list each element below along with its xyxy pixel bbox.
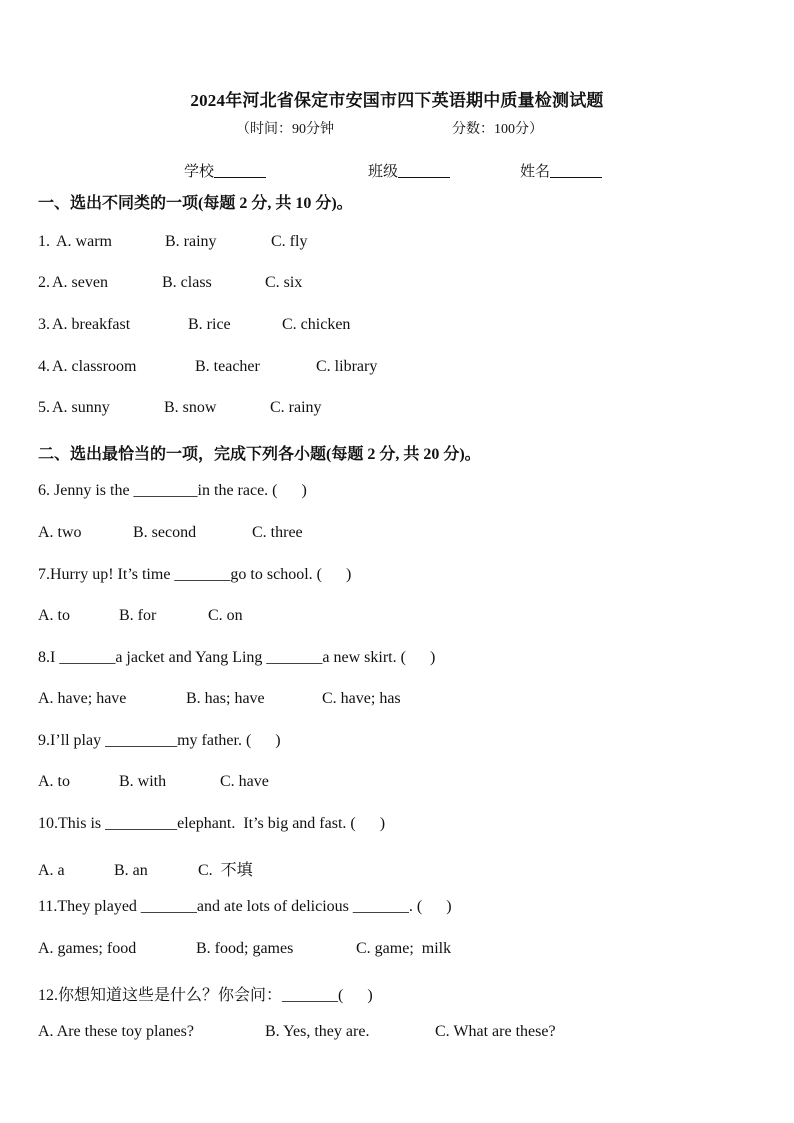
option-c: C. rainy bbox=[270, 399, 322, 416]
question-5 bbox=[38, 399, 322, 417]
question-4 bbox=[38, 358, 377, 376]
option-a: A. games; food bbox=[38, 940, 137, 957]
option-a: A. to bbox=[38, 607, 70, 624]
question-number: 4. bbox=[38, 358, 50, 375]
option-c: C. game; milk bbox=[356, 940, 452, 957]
option-c: C. three bbox=[252, 524, 303, 541]
question-10-options bbox=[38, 857, 253, 880]
option-b: B. for bbox=[119, 607, 157, 624]
option-a: A. sunny bbox=[52, 399, 110, 416]
option-c: C. fly bbox=[271, 233, 308, 250]
option-a: A. have; have bbox=[38, 690, 127, 707]
exam-time: （时间：90分钟 bbox=[236, 122, 334, 137]
option-b: B. rice bbox=[188, 316, 231, 333]
option-a: A. two bbox=[38, 524, 82, 541]
question-12-options bbox=[38, 1023, 556, 1041]
question-7-stem: 7.Hurry up! It’s time _______go to school. ( ) bbox=[38, 566, 352, 583]
question-7-options bbox=[38, 607, 243, 625]
option-a: A. to bbox=[38, 773, 70, 790]
option-c: C. chicken bbox=[282, 316, 351, 333]
question-6-stem: 6. Jenny is the ________in the race. ( ) bbox=[38, 482, 307, 499]
option-b: B. teacher bbox=[195, 358, 260, 375]
question-8-stem: 8.I _______a jacket and Yang Ling _______a new skirt. ( ) bbox=[38, 649, 436, 666]
option-b: B. second bbox=[133, 524, 197, 541]
option-b: B. Yes, they are. bbox=[265, 1023, 370, 1040]
option-a: A. breakfast bbox=[52, 316, 131, 333]
option-b: B. with bbox=[119, 773, 167, 790]
class-label: 班级 bbox=[368, 164, 399, 180]
option-b: B. class bbox=[162, 274, 212, 291]
question-number: 1. bbox=[38, 233, 54, 250]
question-1 bbox=[38, 233, 307, 251]
name-blank[interactable] bbox=[550, 163, 602, 178]
question-10-stem: 10.This is _________elephant. It’s big and fast. ( ) bbox=[38, 815, 386, 832]
school-blank[interactable] bbox=[214, 163, 266, 178]
question-11-options bbox=[38, 940, 451, 958]
question-number: 2. bbox=[38, 274, 50, 291]
option-c: C. have; has bbox=[322, 690, 401, 707]
question-number: 3. bbox=[38, 316, 50, 333]
option-b: B. food; games bbox=[196, 940, 294, 957]
option-a: A. a bbox=[38, 862, 65, 879]
option-a: A. seven bbox=[52, 274, 108, 291]
class-blank[interactable] bbox=[398, 163, 450, 178]
question-8-options bbox=[38, 690, 401, 708]
option-b: B. has; have bbox=[186, 690, 265, 707]
question-9-options bbox=[38, 773, 269, 791]
option-a: A. warm bbox=[56, 233, 112, 250]
school-field bbox=[184, 160, 266, 181]
class-field bbox=[368, 160, 450, 181]
option-c: C. on bbox=[208, 607, 243, 624]
question-2 bbox=[38, 274, 302, 292]
option-b: B. snow bbox=[164, 399, 217, 416]
question-9-stem: 9.I’ll play _________my father. ( ) bbox=[38, 732, 281, 749]
option-a: A. classroom bbox=[52, 358, 137, 375]
option-c: C. six bbox=[265, 274, 303, 291]
question-12-stem: 12.你想知道这些是什么？你会问：_______( ) bbox=[38, 987, 373, 1004]
question-6-options bbox=[38, 524, 303, 542]
school-label: 学校 bbox=[184, 164, 215, 180]
option-b: B. an bbox=[114, 862, 148, 879]
section-1-heading: 一、选出不同类的一项(每题 2 分, 共 10 分)。 bbox=[38, 195, 353, 212]
exam-score: 分数：100分） bbox=[452, 122, 543, 137]
question-number: 5. bbox=[38, 399, 50, 416]
name-field bbox=[520, 160, 602, 181]
name-label: 姓名 bbox=[520, 164, 551, 180]
option-c: C. have bbox=[220, 773, 269, 790]
question-3 bbox=[38, 316, 350, 334]
option-c: C. library bbox=[316, 358, 378, 375]
option-b: B. rainy bbox=[165, 233, 217, 250]
option-c: C. 不填 bbox=[198, 862, 253, 879]
option-c: C. What are these? bbox=[435, 1023, 556, 1040]
option-a: A. Are these toy planes? bbox=[38, 1023, 194, 1040]
section-2-heading: 二、选出最恰当的一项，完成下列各小题(每题 2 分, 共 20 分)。 bbox=[38, 446, 481, 463]
question-11-stem: 11.They played _______and ate lots of delicious _______. ( ) bbox=[38, 898, 452, 915]
exam-title: 2024年河北省保定市安国市四下英语期中质量检测试题 bbox=[190, 91, 604, 110]
